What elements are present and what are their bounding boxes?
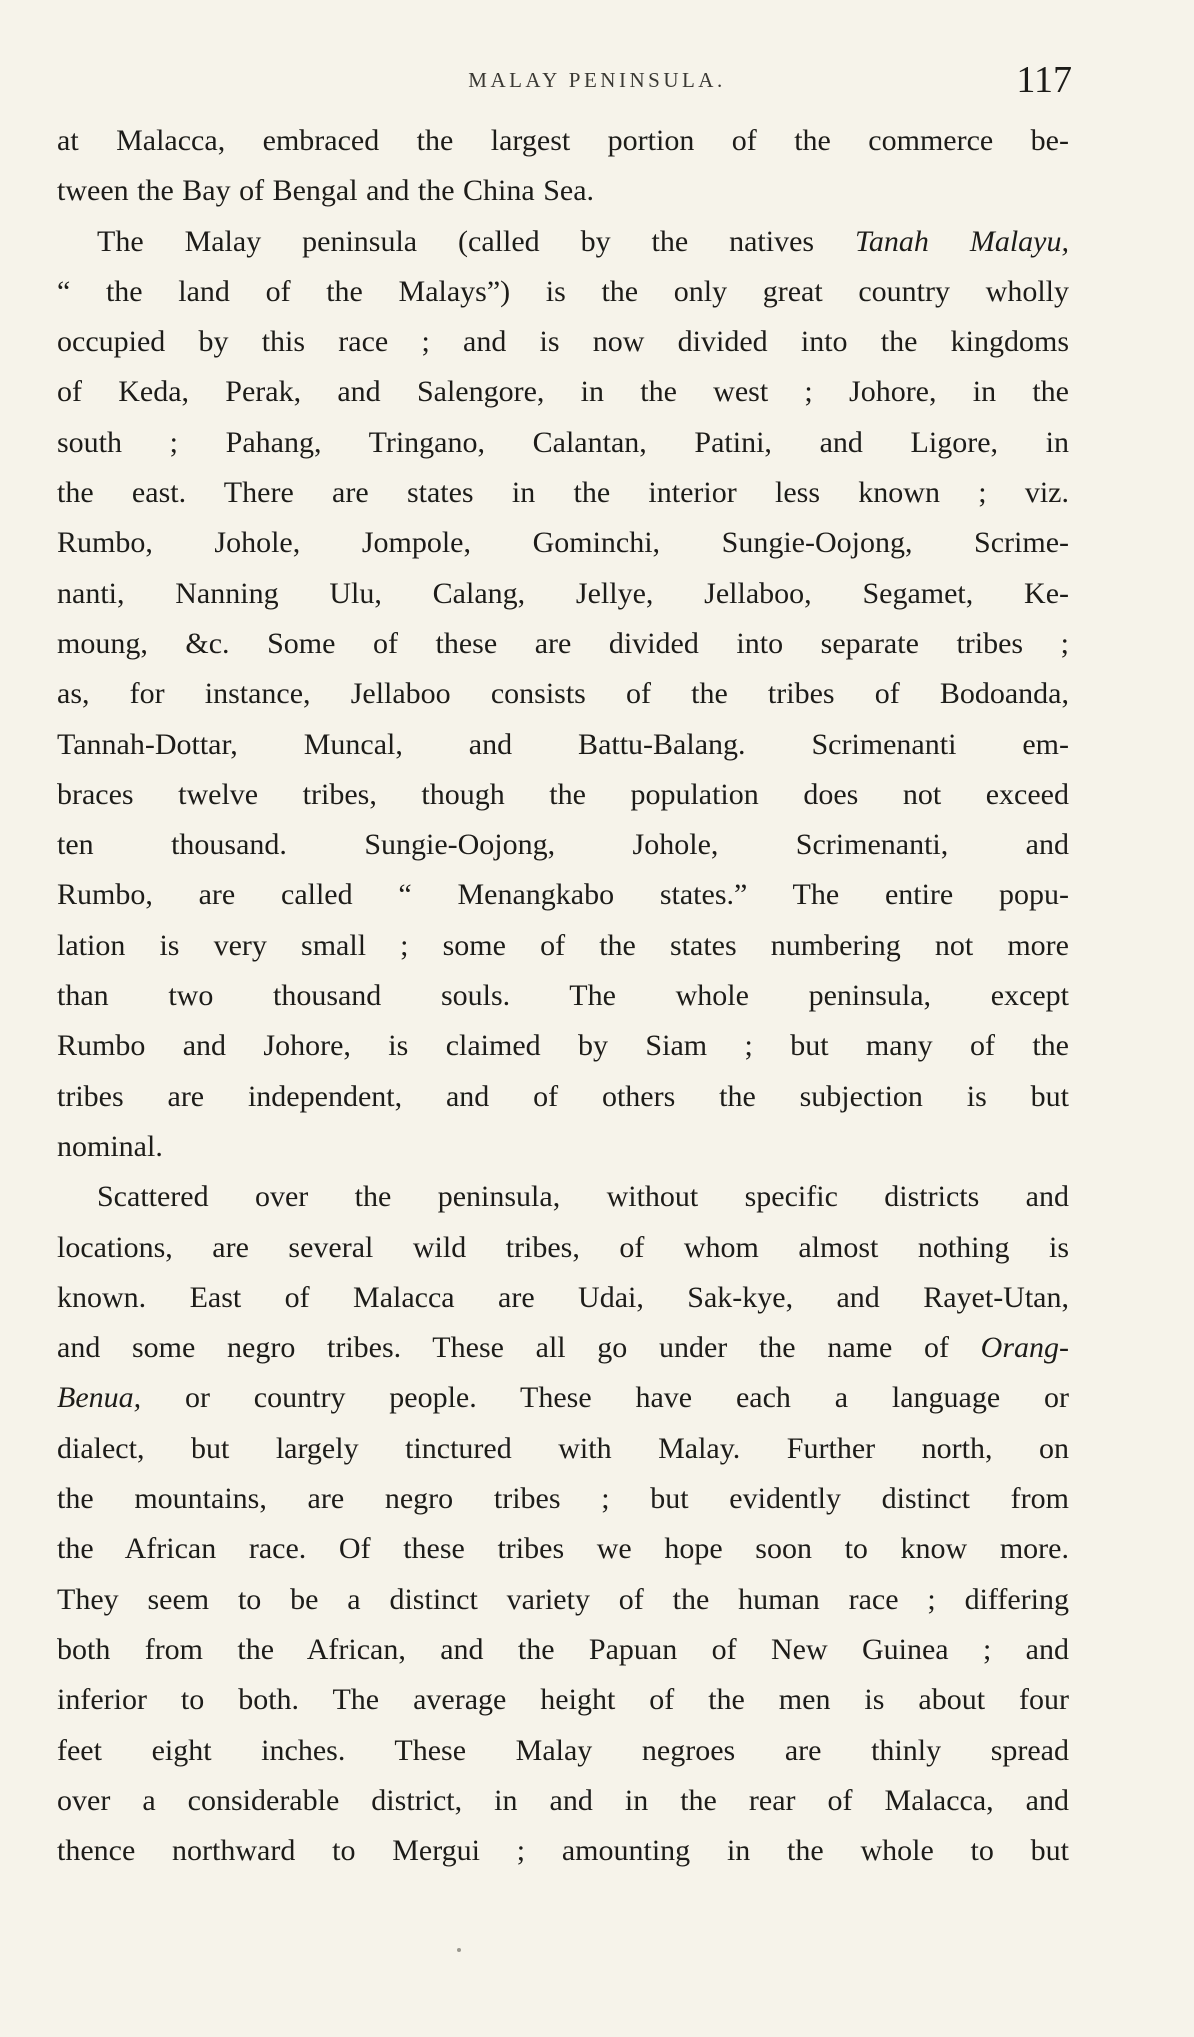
- line-text: than two thousand souls. The whole peninsula, except: [57, 979, 1069, 1013]
- text-line: [57, 418, 1069, 468]
- text-line: [57, 267, 1069, 317]
- line-text: thence northward to Mergui ; amounting in the whole to but: [57, 1834, 1069, 1868]
- line-text: The Malay peninsula (called by the natives: [97, 224, 855, 258]
- text-line: [57, 1675, 1069, 1725]
- text-line: [57, 619, 1069, 669]
- line-text: over a considerable district, in and in the rear of Malacca, and: [57, 1783, 1069, 1817]
- running-title: MALAY PENINSULA.: [468, 68, 726, 92]
- text-line: [57, 116, 1069, 166]
- text-line: [57, 518, 1069, 568]
- line-text: Scattered over the peninsula, without specific districts and: [97, 1180, 1069, 1214]
- text-line: [57, 669, 1069, 719]
- text-line: [57, 468, 1069, 518]
- text-line: [57, 1223, 1069, 1273]
- line-text: moung, &c. Some of these are divided into separate tribes ;: [57, 626, 1069, 660]
- line-text: of Keda, Perak, and Salengore, in the west ; Johore, in the: [57, 375, 1069, 409]
- line-text: tween the Bay of Bengal and the China Sea.: [57, 174, 595, 208]
- text-line: [57, 317, 1069, 367]
- line-text: dialect, but largely tinctured with Malay. Further north, on: [57, 1431, 1069, 1465]
- line-text: nanti, Nanning Ulu, Calang, Jellye, Jellaboo, Segamet, Ke-: [57, 576, 1069, 610]
- text-line: [57, 1575, 1069, 1625]
- line-text: both from the African, and the Papuan of New Guinea ; and: [57, 1632, 1069, 1666]
- text-line: [57, 820, 1069, 870]
- text-line: [57, 770, 1069, 820]
- line-text: the east. There are states in the interior less known ; viz.: [57, 476, 1069, 510]
- line-text: Tannah-Dottar, Muncal, and Battu-Balang. Scrimenanti em-: [57, 727, 1069, 761]
- line-text: braces twelve tribes, though the population does not exceed: [57, 777, 1069, 811]
- text-line: [57, 720, 1069, 770]
- text-line: [57, 217, 1069, 267]
- print-speck: [457, 1948, 461, 1952]
- line-text: at Malacca, embraced the largest portion of the commerce be-: [57, 124, 1069, 157]
- line-text: inferior to both. The average height of the men is about four: [57, 1683, 1069, 1717]
- line-text: south ; Pahang, Tringano, Calantan, Patini, and Ligore, in: [57, 425, 1069, 459]
- running-head: [0, 60, 1194, 110]
- text-line: [57, 1021, 1069, 1071]
- text-line: [57, 921, 1069, 971]
- text-line: [57, 1776, 1069, 1826]
- body-text: [57, 116, 1069, 1876]
- text-line: [57, 1323, 1069, 1373]
- italic-text: Benua,: [57, 1381, 142, 1415]
- line-text: “ the land of the Malays”) is the only great country wholly: [57, 274, 1069, 308]
- text-line: [57, 1625, 1069, 1675]
- line-text: occupied by this race ; and is now divided into the kingdoms: [57, 325, 1069, 359]
- line-text: as, for instance, Jellaboo consists of the tribes of Bodoanda,: [57, 677, 1069, 711]
- text-line: [57, 971, 1069, 1021]
- line-text: Rumbo and Johore, is claimed by Siam ; but many of the: [57, 1029, 1069, 1063]
- text-line: [57, 1373, 1069, 1423]
- text-line: [57, 1122, 1069, 1172]
- line-text: and some negro tribes. These all go under the name of: [57, 1331, 981, 1365]
- text-line: [57, 569, 1069, 619]
- text-line: [57, 367, 1069, 417]
- text-line: [57, 1424, 1069, 1474]
- text-line: [57, 870, 1069, 920]
- line-text: the mountains, are negro tribes ; but evidently distinct from: [57, 1482, 1069, 1516]
- line-text: lation is very small ; some of the states numbering not more: [57, 928, 1069, 962]
- line-text: tribes are independent, and of others the subjection is but: [57, 1079, 1069, 1113]
- line-text: ten thousand. Sungie-Oojong, Johole, Scrimenanti, and: [57, 828, 1069, 862]
- text-line: [57, 1474, 1069, 1524]
- line-text: They seem to be a distinct variety of the human race ; differing: [57, 1582, 1069, 1616]
- line-text: feet eight inches. These Malay negroes are thinly spread: [57, 1733, 1069, 1767]
- page-number: 117: [1016, 59, 1072, 101]
- text-line: [57, 1826, 1069, 1876]
- text-line: [57, 1172, 1069, 1222]
- text-line: [57, 1072, 1069, 1122]
- text-line: [57, 1524, 1069, 1574]
- line-text: known. East of Malacca are Udai, Sak-kye, and Rayet-Utan,: [57, 1280, 1069, 1314]
- line-text: the African race. Of these tribes we hope soon to know more.: [57, 1532, 1069, 1566]
- line-text: or country people. These have each a language or: [141, 1381, 1069, 1415]
- text-line: [57, 1726, 1069, 1776]
- text-line: [57, 166, 1069, 216]
- line-text: Rumbo, are called “ Menangkabo states.” The entire popu-: [57, 878, 1069, 912]
- text-line: [57, 1273, 1069, 1323]
- italic-text: Orang-: [980, 1331, 1069, 1365]
- italic-text: Tanah Malayu,: [854, 224, 1069, 258]
- line-text: locations, are several wild tribes, of whom almost nothing is: [57, 1230, 1069, 1264]
- line-text: nominal.: [57, 1129, 163, 1163]
- line-text: Rumbo, Johole, Jompole, Gominchi, Sungie-Oojong, Scrime-: [57, 526, 1069, 560]
